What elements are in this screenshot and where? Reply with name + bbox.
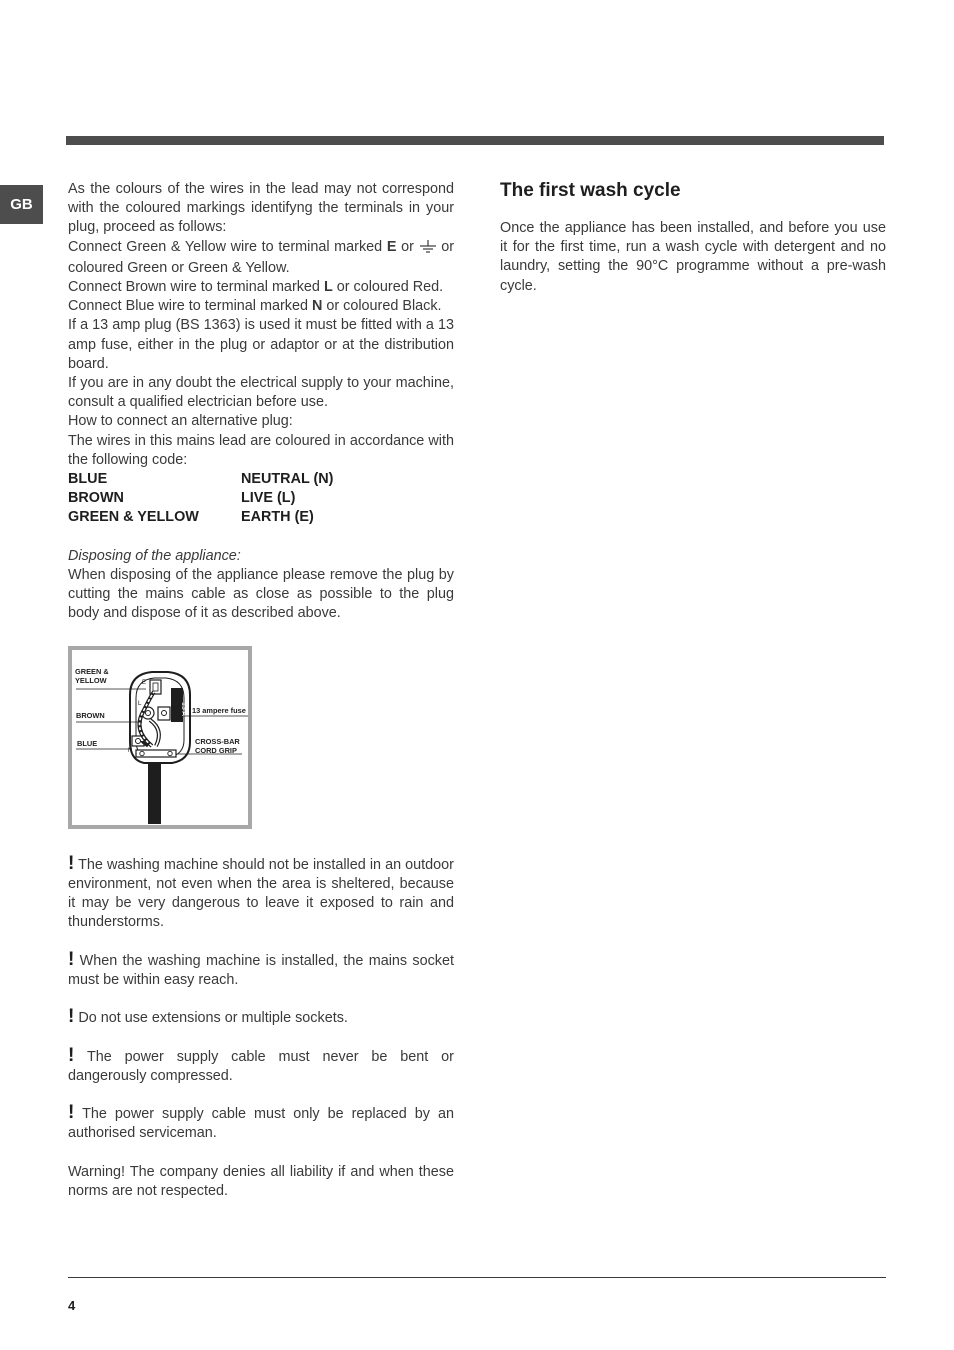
label-cross-bar: CROSS-BAR (195, 737, 240, 746)
page-number: 4 (68, 1298, 76, 1313)
header-rule (66, 136, 884, 145)
fuse-note: If a 13 amp plug (BS 1363) is used it must be fitted with a 13 amp fuse, either in the plug or adaptor or at the distribution board. (68, 317, 454, 372)
table-row: BLUE NEUTRAL (N) (68, 471, 334, 488)
neutral-instruction: Connect Blue wire to terminal marked N or coloured Black. (68, 298, 442, 315)
fuse-marking: 13 A (180, 702, 187, 717)
live-instruction: Connect Brown wire to terminal marked L or coloured Red. (68, 279, 444, 296)
terminal-e-label: E (142, 680, 147, 686)
exclamation-icon: ! (68, 1102, 75, 1124)
terminal-n-label: N (128, 748, 133, 754)
label-brown: BROWN (76, 711, 105, 720)
doubt-note: If you are in any doubt the electrical supply to your machine, consult a qualified electrician before use. (68, 375, 454, 411)
label-green-yellow: YELLOW (75, 676, 107, 685)
label-fuse: 13 ampere fuse (192, 706, 246, 715)
language-tab: GB (0, 185, 43, 224)
wire-code-table (68, 470, 333, 528)
warning-outdoor: ! The washing machine should not be installed in an outdoor environment, not even when the area is sheltered, because it may be very dangerous to leave it exposed to rain and thunderstorms. (68, 852, 454, 931)
plug-wiring-diagram (68, 646, 252, 829)
exclamation-icon: ! (68, 1044, 75, 1066)
warning-socket-reach: ! When the washing machine is installed, the mains socket must be within easy reach. (68, 948, 455, 988)
warning-cable-bent: ! The power supply cable must never be bent or dangerously compressed. (68, 1044, 454, 1084)
right-column (500, 180, 886, 296)
intro-paragraph: As the colours of the wires in the lead may not correspond with the coloured markings identifyng the terminals in your plug, proceed as follows: (68, 181, 454, 236)
disposal-heading: Disposing of the appliance: (68, 547, 241, 564)
earth-symbol-icon (419, 240, 437, 259)
warning-cable-replace: ! The power supply cable must only be replaced by an authorised serviceman. (68, 1102, 454, 1142)
label-green-yellow: GREEN & (75, 667, 109, 676)
disposal-text: When disposing of the appliance please remove the plug by cutting the mains cable as close as possible to the plug body and dispose of it as described above. (68, 567, 454, 622)
label-cord-grip: CORD GRIP (195, 746, 237, 755)
section-title-first-wash: The first wash cycle (500, 180, 681, 201)
code-intro: The wires in this mains lead are coloured in accordance with the following code: (68, 432, 454, 468)
terminal-l-label: L (138, 701, 142, 707)
exclamation-icon: ! (68, 852, 75, 874)
label-blue: BLUE (77, 739, 98, 748)
footer-rule (68, 1277, 886, 1278)
warning-extensions: ! Do not use extensions or multiple sockets. (68, 1006, 348, 1028)
exclamation-icon: ! (68, 948, 75, 970)
first-wash-paragraph: Once the appliance has been installed, and before you use it for the first time, run a wash cycle with detergent and no laundry, setting the 90°C programme without a pre-wash cycle. (500, 220, 886, 294)
alt-plug-heading: How to connect an alternative plug: (68, 413, 293, 430)
exclamation-icon: ! (68, 1006, 75, 1028)
earth-instruction: Connect Green & Yellow wire to terminal marked E or or coloured Green or Green & Yellow. (68, 238, 455, 276)
table-row: BROWN LIVE (L) (68, 490, 296, 507)
table-row: GREEN & YELLOW EARTH (E) (68, 509, 314, 526)
liability-note: Warning! The company denies all liability if and when these norms are not respected. (68, 1163, 454, 1200)
